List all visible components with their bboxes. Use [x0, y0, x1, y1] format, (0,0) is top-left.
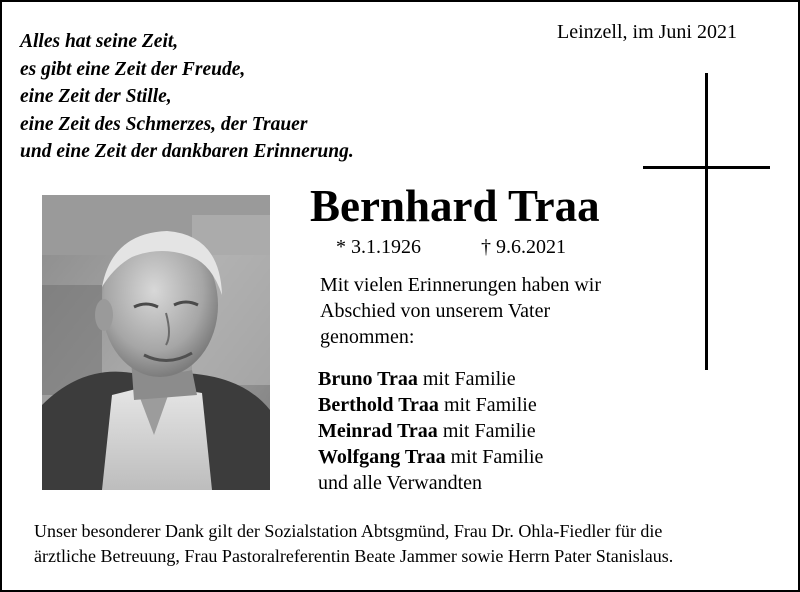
- message-line: Mit vielen Erinnerungen haben wir: [320, 274, 602, 296]
- mourner-suffix: mit Familie: [417, 368, 516, 390]
- quote-block: [20, 28, 354, 166]
- deceased-name: Bernhard Traa: [310, 181, 600, 231]
- mourner-suffix: mit Familie: [438, 394, 537, 416]
- birth-date: * 3.1.1926: [336, 236, 421, 258]
- mourner-entry: [318, 392, 543, 418]
- portrait-photo: [42, 195, 270, 490]
- mourner-name: Meinrad Traa: [318, 420, 438, 442]
- mourners-list: [318, 366, 543, 496]
- acknowledgement: [34, 519, 673, 569]
- cross-icon: [705, 73, 708, 370]
- farewell-message: [320, 272, 601, 350]
- mourner-name: Berthold Traa: [318, 394, 439, 416]
- quote-line: eine Zeit der Stille,: [20, 86, 172, 107]
- mourner-name: Wolfgang Traa: [318, 446, 446, 468]
- acknowledgement-line: Unser besonderer Dank gilt der Sozialstation Abtsgmünd, Frau Dr. Ohla-Fiedler für die: [34, 521, 663, 541]
- quote-line: es gibt eine Zeit der Freude,: [20, 58, 246, 80]
- mourner-suffix: mit Familie: [445, 446, 544, 468]
- death-date: † 9.6.2021: [481, 236, 566, 258]
- quote-line: eine Zeit des Schmerzes, der Trauer: [20, 113, 308, 135]
- quote-line: Alles hat seine Zeit,: [20, 31, 179, 52]
- quote-line: und eine Zeit der dankbaren Erinnerung.: [20, 141, 354, 162]
- place-date: Leinzell, im Juni 2021: [557, 21, 737, 43]
- mourner-suffix: mit Familie: [437, 420, 536, 442]
- relatives-line: und alle Verwandten: [318, 472, 483, 494]
- mourner-entry: [318, 444, 543, 470]
- message-line: genommen:: [320, 326, 415, 348]
- cross-icon-bar: [643, 166, 770, 169]
- mourner-entry: [318, 366, 543, 392]
- mourner-entry: [318, 418, 543, 444]
- acknowledgement-line: ärztliche Betreuung, Frau Pastoralreferentin Beate Jammer sowie Herrn Pater Stanislaus.: [34, 546, 674, 566]
- message-line: Abschied von unserem Vater: [320, 300, 551, 322]
- mourner-name: Bruno Traa: [318, 368, 418, 390]
